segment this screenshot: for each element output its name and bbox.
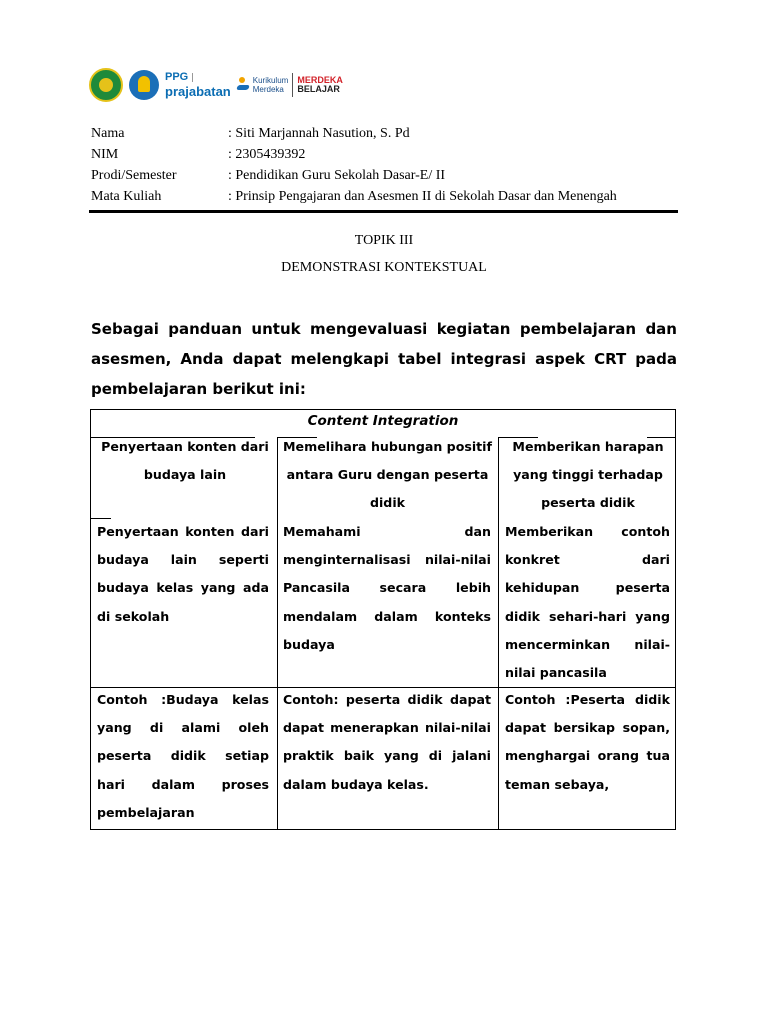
table-column-line <box>498 437 499 830</box>
table-cell: Contoh :Peserta didik dapat bersikap sopan, menghargai orang tua teman sebaya, <box>505 692 670 792</box>
table-cell: Memahami dan menginternalisasi nilai-nilai Pancasila secara lebih mendalam dalam konteks budaya <box>283 524 491 652</box>
crt-table <box>90 409 676 830</box>
kurikulum-line1: Kurikulum <box>252 75 289 85</box>
identity-label: NIM <box>91 146 119 162</box>
identity-value: : 2305439392 <box>228 146 306 162</box>
table-cell: Contoh :Budaya kelas yang di alami oleh peserta didik setiap hari dalam proses pembelajaran <box>97 692 269 820</box>
merdeka-belajar-logo <box>297 76 343 95</box>
tut-wuri-handayani-icon <box>129 70 159 100</box>
table-cell: Contoh: peserta didik dapat dapat menerapkan nilai-nilai praktik baik yang di jalani dalam budaya kelas. <box>283 692 491 792</box>
logo-divider <box>292 73 293 97</box>
header-rule <box>89 210 678 213</box>
merdeka-line1: MERDEKA <box>297 74 343 85</box>
identity-value: : Prinsip Pengajaran dan Asesmen II di Sekolah Dasar dan Menengah <box>228 188 617 204</box>
kurikulum-mark-icon <box>237 77 251 93</box>
table-header: Content Integration <box>307 413 459 429</box>
identity-row-prodi <box>91 165 691 186</box>
identity-row-name <box>91 123 691 144</box>
merdeka-line2: BELAJAR <box>297 84 340 94</box>
ppg-sub-label: prajabatan <box>165 84 231 99</box>
subheader-cell: Memberikan harapan yang tinggi terhadap peserta didik <box>512 439 664 511</box>
identity-label: Nama <box>91 125 125 141</box>
identity-value: : Siti Marjannah Nasution, S. Pd <box>228 125 410 141</box>
identity-row-nim <box>91 144 691 165</box>
table-column-line <box>277 437 278 830</box>
topic-title: TOPIK III <box>354 233 414 248</box>
topic-subtitle: DEMONSTRASI KONTEKSTUAL <box>281 260 487 275</box>
subheader-cell: Penyertaan konten dari budaya lain <box>101 439 269 483</box>
kurikulum-merdeka-logo <box>237 76 289 94</box>
ppg-label: PPG <box>165 71 189 83</box>
kurikulum-line2: Merdeka <box>252 85 284 94</box>
identity-row-course <box>91 186 691 207</box>
table-cell: Penyertaan konten dari budaya lain seperti budaya kelas yang ada di sekolah <box>97 524 269 624</box>
subheader-cell: Memelihara hubungan positif antara Guru dengan peserta didik <box>283 439 492 511</box>
identity-label: Prodi/Semester <box>91 167 177 183</box>
identity-label: Mata Kuliah <box>91 188 162 204</box>
intro-paragraph: Sebagai panduan untuk mengevaluasi kegiatan pembelajaran dan asesmen, Anda dapat melengkapi tabel integrasi aspek CRT pada pembelajaran berikut ini: <box>91 320 677 398</box>
table-cell: Memberikan contoh konkret dari kehidupan peserta didik sehari-hari yang mencerminkan nilai-nilai pancasila <box>505 524 670 681</box>
header-logos <box>89 66 343 104</box>
ppg-prajabatan-logo <box>165 72 231 98</box>
student-identity <box>91 123 691 207</box>
identity-value: : Pendidikan Guru Sekolah Dasar-E/ II <box>228 167 446 183</box>
university-seal-icon <box>89 68 123 102</box>
